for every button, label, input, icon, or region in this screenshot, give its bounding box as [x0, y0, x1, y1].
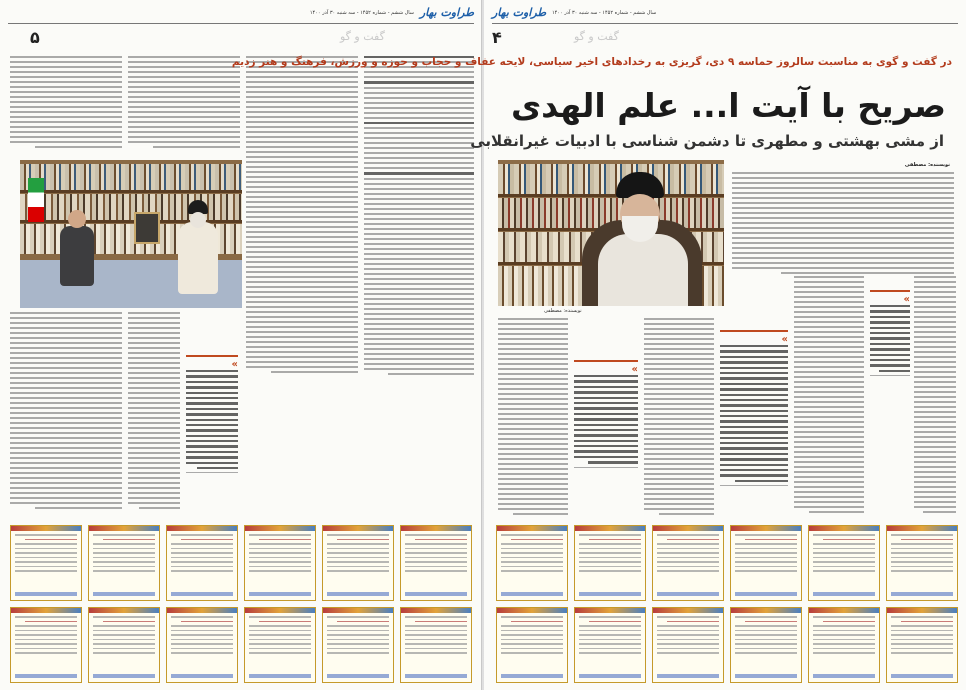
- main-interview-photo: [498, 160, 724, 306]
- article-intro: [732, 172, 954, 277]
- right-pull-quote-2: «: [720, 330, 788, 486]
- right-logo: طراوت بهار: [492, 6, 547, 19]
- left-section-tag: گفت و گو: [340, 30, 385, 43]
- left-ads-strip: [10, 525, 472, 685]
- right-col-2: [644, 318, 714, 518]
- left-masthead: [8, 6, 474, 24]
- ad-box: [730, 525, 802, 601]
- ad-box: [730, 607, 802, 683]
- left-col-6: [128, 312, 180, 512]
- ad-box: [496, 607, 568, 683]
- ad-box: [652, 607, 724, 683]
- right-col-1: [498, 318, 568, 518]
- left-interview-photo: [20, 160, 242, 308]
- left-pull-quote: «: [186, 355, 238, 473]
- ad-box: [10, 607, 82, 683]
- left-col-3: [246, 56, 358, 376]
- ad-box: [244, 525, 316, 601]
- article-headline: صریح با آیت ا... علم الهدی: [510, 86, 946, 125]
- ad-box: [400, 525, 472, 601]
- ad-box: [574, 607, 646, 683]
- right-pull-quote-1: «: [574, 360, 638, 468]
- ad-box: [496, 525, 568, 601]
- right-dateline: سال ششم - شماره ۱۴۵۲ - سه شنبه ۳۰ آذر ۱۴۰۰: [552, 10, 657, 16]
- right-pull-quote-3: «: [870, 290, 910, 376]
- left-logo: طراوت بهار: [419, 6, 474, 19]
- right-ads-strip: [496, 525, 958, 685]
- ad-box: [244, 607, 316, 683]
- ad-box: [886, 607, 958, 683]
- ad-box: [166, 607, 238, 683]
- article-subhead: از مشی بهشتی و مطهری تا دشمن شناسی با ادبیات غیرانقلابی: [470, 132, 944, 150]
- ad-box: [400, 607, 472, 683]
- left-col-1: [10, 56, 122, 151]
- right-page-number: ۴: [492, 28, 502, 47]
- ad-box: [574, 525, 646, 601]
- main-photo-caption: نویسنده: مصطفی: [544, 308, 582, 314]
- ad-box: [652, 525, 724, 601]
- ad-box: [808, 525, 880, 601]
- left-col-4: [364, 56, 474, 378]
- right-section-tag: گفت و گو: [574, 30, 619, 43]
- left-col-5: [10, 312, 122, 512]
- right-col-4: [914, 276, 956, 516]
- ad-box: [322, 607, 394, 683]
- article-kicker: در گفت و گوی به مناسبت سالروز حماسه ۹ دی، گریزی به رخدادهای اخیر سیاسی، لایحه عفاف و حجاب و حوزه و ورزش، فرهنگ و هنر زدیم: [231, 56, 952, 68]
- ad-box: [322, 525, 394, 601]
- ad-box: [10, 525, 82, 601]
- ad-box: [886, 525, 958, 601]
- ad-box: [166, 525, 238, 601]
- right-col-3: [794, 276, 864, 516]
- ad-box: [808, 607, 880, 683]
- left-col-2: [128, 56, 240, 151]
- article-byline: نویسنده: مصطفی: [904, 162, 950, 168]
- right-masthead: [492, 6, 958, 24]
- ad-box: [88, 525, 160, 601]
- left-page-number: ۵: [30, 28, 40, 47]
- left-dateline: سال ششم - شماره ۱۴۵۲ - سه شنبه ۳۰ آذر ۱۴۰۰: [309, 10, 414, 16]
- ad-box: [88, 607, 160, 683]
